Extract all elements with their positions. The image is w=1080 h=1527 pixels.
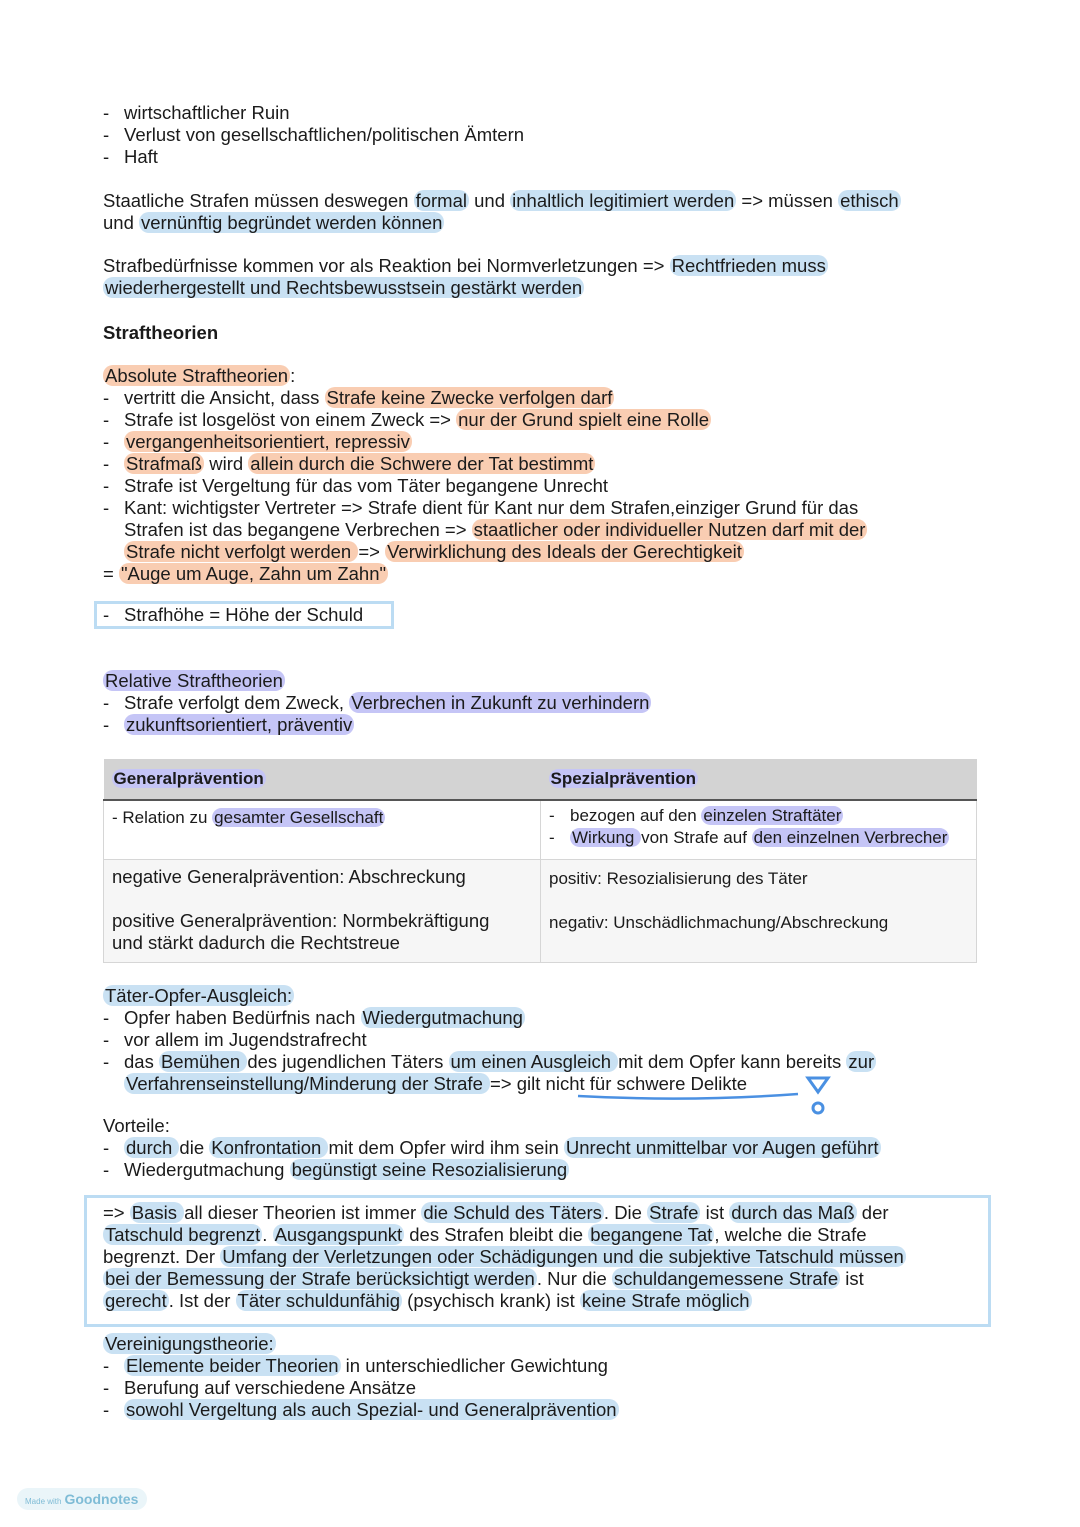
section-relative bbox=[103, 670, 651, 736]
list-item: - Kant: wichtigster Vertreter => Strafe dient für Kant nur dem Strafen,einziger Grund für das bbox=[103, 497, 859, 518]
praevention-table bbox=[103, 759, 977, 963]
list-item: - Berufung auf verschiedene Ansätze bbox=[103, 1377, 417, 1398]
list-item: - Opfer haben Bedürfnis nach Wiedergutmachung bbox=[103, 1007, 523, 1028]
section-vorteile bbox=[103, 1115, 881, 1181]
section-absolute: Absolute Straftheorien : - vertritt die Ansicht, dass Strafe keine Zwecke verfolgen darf - Strafe ist losgelöst von einem Zweck => nur der Grund spielt eine Rolle - vergangenheitsorientiert, repressiv - Strafmaß wird allein durch die Schwere der Tat bestimmt - Strafe ist Vergeltung für das vom Täter begangene Unrecht - Kant: wichtigster Vertreter => Strafe dient für Kant nur dem Strafen,einziger Grund für das Strafen ist das begangene Verbrechen => staatlicher oder individueller Nutzen darf mit der Strafe nicht verfolgt werden => Verwirklichung des Ideals der Gerechtigkeit = "Auge um Auge, Zahn um Zahn" bbox=[103, 365, 866, 584]
table-cell: - bezogen auf den einzelen Straftäter - Wirkung von Strafe auf den einzelnen Verbrecher bbox=[541, 800, 977, 860]
section-title: Relative Straftheorien bbox=[105, 670, 283, 691]
hand-drawn-underline-icon bbox=[570, 1072, 840, 1120]
list-item: - Haft bbox=[103, 146, 158, 167]
list-item: - Strafe ist Vergeltung für das vom Täter begangene Unrecht bbox=[103, 475, 609, 496]
section-title: Täter-Opfer-Ausgleich: bbox=[105, 985, 293, 1006]
top-list bbox=[103, 102, 524, 168]
paragraph-strafbeduerfnisse: Strafbedürfnisse kommen vor als Reaktion bei Normverletzungen => Rechtfrieden muss wiederhergestellt und Rechtsbewusstsein gestärkt werden bbox=[103, 255, 826, 298]
goodnotes-badge: Made with Goodnotes bbox=[17, 1488, 147, 1510]
section-title: Absolute Straftheorien bbox=[105, 365, 289, 386]
list-item: - Strafe verfolgt dem Zweck, Verbrechen in Zukunft zu verhindern bbox=[103, 692, 650, 713]
summary-text: => Basis all dieser Theorien ist immer die Schuld des Täters . Die Strafe ist durch das Maß der Tatschuld begrenzt . Ausgangspunkt des Strafen bleibt die begangene Tat , welche die Strafe begrenzt. Der Umfang der Verletzungen oder Schädigungen und die subjektive Tatschuld müssen bei der Bemessung der Strafe berücksichtigt werden . Nur die schuldangemessene Strafe ist gerecht . Ist der Täter schuldunfähig (psychisch krank) ist keine Strafe möglich bbox=[103, 1202, 904, 1311]
table-cell: positiv: Resozialisierung des Täter negativ: Unschädlichmachung/Abschreckung bbox=[541, 860, 977, 963]
list-item: - Elemente beider Theorien in unterschiedlicher Gewichtung bbox=[103, 1355, 608, 1376]
table-header: Spezialprävention bbox=[541, 759, 977, 800]
list-item: - durch die Konfrontation mit dem Opfer wird ihm sein Unrecht unmittelbar vor Augen geführt bbox=[103, 1137, 879, 1158]
list-item: - vertritt die Ansicht, dass Strafe keine Zwecke verfolgen darf bbox=[103, 387, 613, 408]
list-item: - Strafe ist losgelöst von einem Zweck => nur der Grund spielt eine Rolle bbox=[103, 409, 710, 430]
table-cell: - Relation zu gesamter Gesellschaft bbox=[104, 800, 541, 860]
list-item: - das Bemühen des jugendlichen Täters um einen Ausgleich mit dem Opfer kann bereits zur bbox=[103, 1051, 875, 1072]
list-item: - vor allem im Jugendstrafrecht bbox=[103, 1029, 367, 1050]
table-cell: negative Generalprävention: Abschreckung positive Generalprävention: Normbekräftigung und stärkt dadurch die Rechtstreue bbox=[104, 860, 541, 963]
underlined-text: nicht für schwere Delikte bbox=[545, 1073, 748, 1094]
list-item: - Strafmaß wird allein durch die Schwere der Tat bestimmt bbox=[103, 453, 594, 474]
list-item: - Verlust von gesellschaftlichen/politischen Ämtern bbox=[103, 124, 525, 145]
list-item: - wirtschaftlicher Ruin bbox=[103, 102, 290, 123]
section-toa: Täter-Opfer-Ausgleich: - Opfer haben Bedürfnis nach Wiedergutmachung - vor allem im Jugendstrafrecht - das Bemühen des jugendlichen Täters um einen Ausgleich mit dem Opfer kann bereits zur Verfahrenseinstellung/Minderung der Strafe => gilt nicht für schwere Delikte bbox=[103, 985, 875, 1094]
section-title: Vereinigungstheorie: bbox=[105, 1333, 274, 1354]
table-header: Generalprävention bbox=[104, 759, 541, 800]
list-item: - Wiedergutmachung begünstigt seine Resozialisierung bbox=[103, 1159, 568, 1180]
list-item: - sowohl Vergeltung als auch Spezial- und Generalprävention bbox=[103, 1399, 617, 1420]
paragraph-legitimation: Staatliche Strafen müssen deswegen formal und inhaltlich legitimiert werden => müssen ethisch und vernünftig begründet werden können bbox=[103, 190, 899, 233]
section-title: Vorteile: bbox=[103, 1115, 170, 1136]
list-item: - vergangenheitsorientiert, repressiv bbox=[103, 431, 410, 452]
heading-straftheorien: Straftheorien bbox=[103, 322, 219, 343]
section-vereinigung bbox=[103, 1333, 619, 1421]
list-item: - zukunftsorientiert, präventiv bbox=[103, 714, 353, 735]
strafhoehe-line: - Strafhöhe = Höhe der Schuld bbox=[103, 604, 364, 625]
